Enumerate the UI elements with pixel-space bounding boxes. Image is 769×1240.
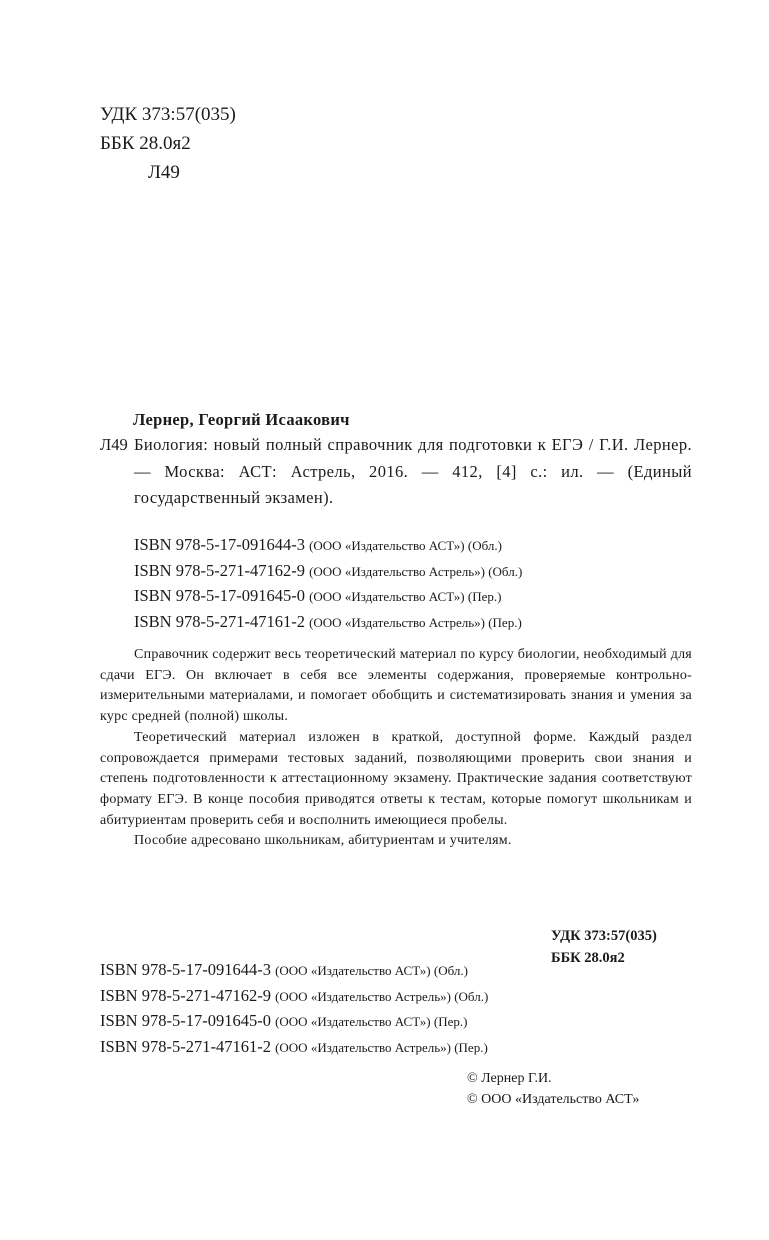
udk-code: УДК 373:57(035) (551, 928, 657, 944)
bbk-code: ББК 28.0я2 (551, 950, 625, 966)
annotation-paragraph: Справочник содержит весь теоретический материал по курсу биологии, необходимый для сдачи ЕГЭ. Он включает в себя все элементы содержания, проверяемые контрольно-измерительными материалами, и помогает обобщить и систематизировать знания и умения за курс средней (полной) школы. (100, 647, 692, 725)
copyright-publisher: © ООО «Издательство АСТ» (467, 1091, 640, 1107)
isbn-row (100, 1009, 488, 1035)
isbn-list (100, 958, 488, 1060)
isbn-number: ISBN 978-5-271-47162-9 (134, 560, 305, 580)
isbn-publisher: (ООО «Издательство АСТ») (Обл.) (309, 538, 502, 553)
isbn-number: ISBN 978-5-271-47161-2 (134, 611, 305, 631)
copyright-author: © Лернер Г.И. (467, 1071, 552, 1086)
udk-code: УДК 373:57(035) (100, 104, 236, 125)
isbn-number: ISBN 978-5-17-091645-0 (100, 1011, 271, 1030)
isbn-publisher: (ООО «Издательство Астрель») (Пер.) (309, 614, 522, 630)
isbn-row (134, 610, 522, 636)
catalog-isbn-list (134, 533, 522, 635)
isbn-number: ISBN 978-5-17-091645-0 (134, 586, 305, 605)
classification-bottom (551, 925, 657, 969)
annotation (100, 645, 692, 852)
isbn-publisher: (ООО «Издательство Астрель») (Пер.) (275, 1039, 488, 1055)
isbn-row (134, 559, 522, 585)
isbn-number: ISBN 978-5-17-091644-3 (100, 960, 271, 979)
isbn-publisher: (ООО «Издательство АСТ») (Пер.) (275, 1014, 468, 1029)
catalog-description-text: Биология: новый полный справочник для подготовки к ЕГЭ / Г.И. Лернер. — Москва: АСТ: Астрель, 2016. — 412, [4] с.: ил. — (Единый государственный экзамен). (134, 435, 692, 507)
isbn-row (134, 584, 522, 610)
isbn-publisher: (ООО «Издательство АСТ») (Пер.) (309, 589, 502, 604)
author-mark: Л49 (148, 162, 180, 183)
isbn-row (100, 984, 488, 1010)
catalog-code: Л49 (100, 435, 128, 454)
catalog-author: Лернер, Георгий Исаакович (133, 410, 350, 429)
isbn-number: ISBN 978-5-271-47161-2 (100, 1036, 271, 1056)
isbn-row (100, 958, 488, 984)
isbn-row (134, 533, 522, 559)
isbn-publisher: (ООО «Издательство Астрель») (Обл.) (275, 988, 489, 1004)
classification-top (100, 100, 236, 187)
catalog-description (100, 432, 692, 512)
annotation-paragraph: Теоретический материал изложен в краткой, доступной форме. Каждый раздел сопровождается примерами тестовых заданий, позволяющими проверить свои знания и степень подготовленности к аттестационному экзамену. Практические задания соответствуют формату ЕГЭ. В конце пособия приводятся ответы к тестам, которые помогут школьникам и абитуриентам проверить себя и восполнить имеющиеся пробелы. (100, 729, 692, 828)
isbn-row (100, 1035, 488, 1061)
annotation-paragraph: Пособие адресовано школьникам, абитуриентам и учителям. (134, 833, 512, 849)
isbn-publisher: (ООО «Издательство Астрель») (Обл.) (309, 563, 523, 579)
isbn-number: ISBN 978-5-17-091644-3 (134, 535, 305, 554)
copyright (467, 1069, 639, 1110)
isbn-number: ISBN 978-5-271-47162-9 (100, 985, 271, 1005)
bbk-code: ББК 28.0я2 (100, 133, 191, 154)
isbn-publisher: (ООО «Издательство АСТ») (Обл.) (275, 963, 468, 978)
